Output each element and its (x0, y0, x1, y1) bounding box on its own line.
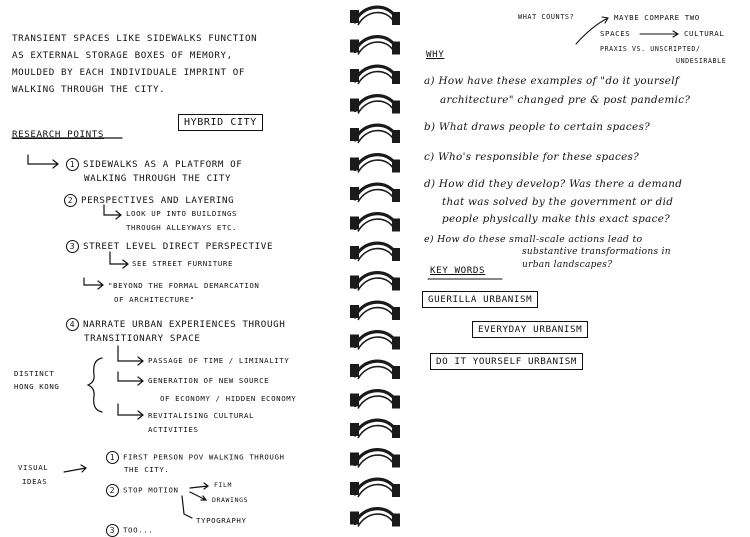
binding-coil (358, 396, 394, 408)
keyword-guerilla: GUERILLA URBANISM (422, 291, 538, 308)
point-1 (66, 158, 242, 171)
question-a-line-1: a) How have these examples of "do it yourself (424, 75, 680, 87)
intro-line-4: WALKING THROUGH THE CITY. (12, 84, 166, 95)
binding-coil (358, 72, 394, 84)
visual-line-2: IDEAS (22, 477, 48, 486)
number-2: 2 (64, 194, 77, 207)
binding-coil (358, 101, 394, 113)
arrow-point-2 (104, 205, 121, 219)
keywords-heading: KEY WORDS (430, 265, 486, 276)
point-4-line-2: TRANSITIONARY SPACE (84, 333, 201, 344)
point-3-sub-1: SEE STREET FURNITURE (132, 259, 233, 268)
distinct-line-1: DISTINCT (14, 369, 55, 378)
visual-item-1 (106, 451, 285, 464)
arrow-to-point-1 (28, 155, 58, 168)
point-2-line-1: PERSPECTIVES AND LAYERING (81, 195, 235, 206)
branch-3-line-1: REVITALISING CULTURAL (148, 411, 255, 420)
arrow-point-3b (84, 278, 103, 289)
binding-coil (358, 219, 394, 231)
binding-coil (358, 13, 394, 25)
stop-motion: STOP MOTION (123, 485, 179, 495)
arrow-typography (182, 496, 192, 518)
number-4: 4 (66, 318, 79, 331)
binding-coil (358, 160, 394, 172)
arrow-to-cultural (640, 31, 678, 37)
visual-item-1-line-2: THE CITY. (124, 465, 170, 474)
point-3-sub-2-line-2: OF ARCHITECTURE" (114, 295, 195, 304)
binding-coil (358, 249, 394, 261)
point-1-line-2: WALKING THROUGH THE CITY (84, 173, 232, 184)
visual-number-2: 2 (106, 484, 119, 497)
typography: TYPOGRAPHY (196, 516, 247, 525)
binding-coil (358, 455, 394, 467)
branch-2-line-1: GENERATION OF NEW SOURCE (148, 376, 270, 385)
arrow-visual (64, 465, 86, 472)
question-c: c) Who's responsible for these spaces? (424, 151, 640, 163)
branch-1: PASSAGE OF TIME / LIMINALITY (148, 356, 290, 365)
visual-item-1-line-1: FIRST PERSON POV WALKING THROUGH (123, 452, 285, 462)
binding-coil (358, 514, 394, 526)
point-3-sub-2-line-1: "BEYOND THE FORMAL DEMARCATION (108, 281, 260, 290)
binding-coil (358, 308, 394, 320)
question-e-line-2: substantive transformations in (522, 247, 671, 257)
intro-line-1: TRANSIENT SPACES LIKE SIDEWALKS FUNCTION (12, 33, 258, 44)
distinct-line-2: HONG KONG (14, 382, 60, 391)
binding-coil (358, 426, 394, 438)
arrow-point-3a (110, 252, 128, 268)
arrow-branch-3 (118, 404, 143, 419)
binding-coil (358, 485, 394, 497)
maybe-line-1: MAYBE COMPARE TWO (614, 13, 700, 22)
hybrid-city-box: HYBRID CITY (178, 114, 263, 131)
maybe-cultural: CULTURAL (684, 29, 725, 38)
point-2-sub-2: THROUGH ALLEYWAYS ETC. (126, 223, 238, 232)
point-3 (66, 240, 273, 253)
spiral-binding (340, 0, 410, 531)
arrow-film (190, 483, 208, 489)
question-a-line-2: architecture" changed pre & post pandemic? (440, 94, 691, 106)
research-heading: RESEARCH POINTS (12, 129, 104, 140)
left-page (0, 0, 348, 535)
binding-coil (358, 337, 394, 349)
branch-3-line-2: ACTIVITIES (148, 425, 199, 434)
binding-coil (358, 190, 394, 202)
intro-line-2: AS EXTERNAL STORAGE BOXES OF MEMORY, (12, 50, 233, 61)
film: FILM (214, 481, 233, 489)
point-3-line-1: STREET LEVEL DIRECT PERSPECTIVE (83, 241, 274, 252)
visual-line-1: VISUAL (18, 463, 49, 472)
point-4 (66, 318, 285, 331)
right-page (404, 0, 750, 531)
point-1-line-1: SIDEWALKS AS A PLATFORM OF (83, 159, 243, 170)
visual-item-2 (106, 484, 179, 497)
arrow-branch-1 (118, 346, 143, 365)
binding-coil (358, 131, 394, 143)
arrow-branch-2 (118, 372, 143, 385)
binding-coil (358, 278, 394, 290)
maybe-undesirable: UNDESIRABLE (676, 57, 727, 65)
binding-coil (358, 42, 394, 54)
drawings: DRAWINGS (212, 496, 249, 504)
binding-coil (358, 367, 394, 379)
question-d-line-2: that was solved by the government or did (442, 196, 674, 208)
question-e-line-3: urban landscapes? (522, 260, 613, 270)
what-counts: WHAT COUNTS? (518, 13, 575, 21)
number-1: 1 (66, 158, 79, 171)
intro-line-3: MOULDED BY EACH INDIVIDUALE IMPRINT OF (12, 67, 245, 78)
point-2-sub-1: LOOK UP INTO BUILDINGS (126, 209, 238, 218)
question-d-line-1: d) How did they develop? Was there a demand (424, 178, 683, 190)
question-b: b) What draws people to certain spaces? (424, 121, 650, 133)
keyword-everyday: EVERYDAY URBANISM (472, 321, 588, 338)
maybe-praxis: PRAXIS VS. UNSCRIPTED/ (600, 45, 701, 53)
question-d-line-3: people physically make this exact space? (442, 213, 671, 225)
arrow-drawings (190, 492, 206, 500)
visual-number-1: 1 (106, 451, 119, 464)
maybe-spaces: SPACES (600, 29, 631, 38)
point-2 (64, 194, 234, 207)
point-4-line-1: NARRATE URBAN EXPERIENCES THROUGH (83, 319, 286, 330)
number-3: 3 (66, 240, 79, 253)
keyword-diy: DO IT YOURSELF URBANISM (430, 353, 583, 370)
visual-number-3: 3 (106, 524, 119, 537)
brace-distinct (88, 358, 102, 412)
cut-off-text: TOO... (123, 525, 154, 535)
why-heading: WHY (426, 49, 445, 60)
branch-2-line-2: OF ECONOMY / HIDDEN ECONOMY (160, 394, 297, 403)
question-e-line-1: e) How do these small-scale actions lead to (424, 234, 643, 245)
